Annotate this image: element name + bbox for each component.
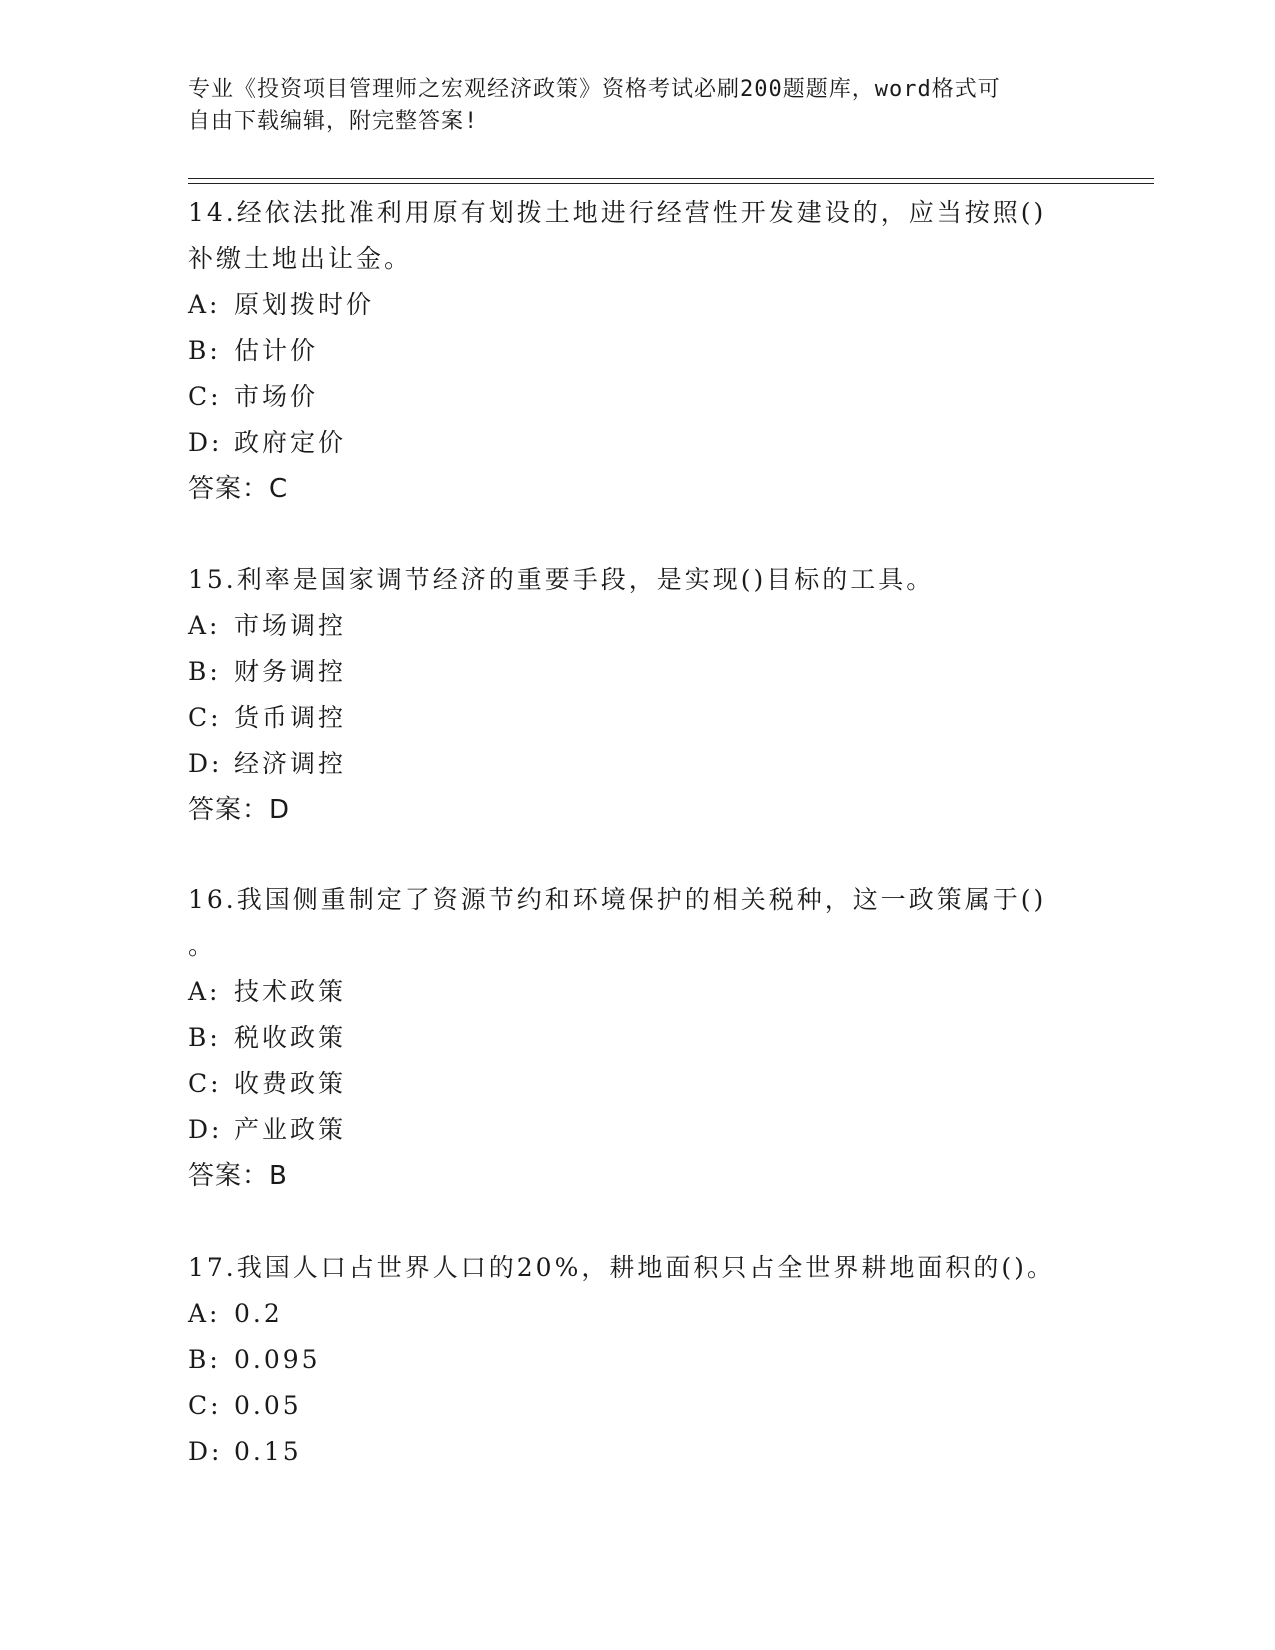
option-b	[188, 328, 1068, 374]
option-text: 市场调控	[234, 611, 347, 640]
option-text: 0.095	[234, 1345, 321, 1374]
option-text: 收费政策	[234, 1069, 347, 1098]
option-text: 0.15	[234, 1437, 302, 1466]
answer-line: 答案：C	[188, 474, 289, 504]
option-text: 估计价	[234, 336, 319, 365]
question-stem: 15.利率是国家调节经济的重要手段，是实现()目标的工具。	[188, 565, 935, 594]
answer-line: 答案：D	[188, 795, 291, 825]
option-text: 0.2	[234, 1299, 283, 1328]
option-a	[188, 603, 1068, 649]
option-text: 原划拨时价	[234, 290, 375, 319]
option-text: 经济调控	[234, 749, 347, 778]
option-text: 0.05	[234, 1391, 302, 1420]
option-c	[188, 374, 1068, 420]
header-divider-top	[188, 178, 1154, 179]
option-d	[188, 420, 1068, 466]
option-letter: B:	[188, 336, 221, 365]
option-d	[188, 1429, 1068, 1475]
header-line-2: 自由下载编辑，附完整答案!	[188, 109, 479, 134]
option-letter: C:	[188, 703, 222, 732]
option-letter: C:	[188, 382, 222, 411]
option-a	[188, 282, 1068, 328]
option-letter: B:	[188, 1345, 221, 1374]
option-letter: D:	[188, 428, 223, 457]
option-text: 产业政策	[234, 1115, 347, 1144]
option-text: 财务调控	[234, 657, 347, 686]
question-16	[188, 877, 1068, 1199]
option-a	[188, 1291, 1068, 1337]
option-letter: C:	[188, 1391, 222, 1420]
option-letter: A:	[188, 1299, 221, 1328]
option-b	[188, 1337, 1068, 1383]
question-stem: 17.我国人口占世界人口的20%，耕地面积只占全世界耕地面积的()。	[188, 1253, 1055, 1282]
option-b	[188, 649, 1068, 695]
option-letter: C:	[188, 1069, 222, 1098]
question-17	[188, 1245, 1068, 1475]
option-d	[188, 741, 1068, 787]
option-letter: A:	[188, 977, 221, 1006]
option-letter: D:	[188, 1115, 223, 1144]
option-text: 税收政策	[234, 1023, 347, 1052]
option-a	[188, 969, 1068, 1015]
answer-line: 答案：B	[188, 1161, 288, 1191]
option-c	[188, 695, 1068, 741]
question-stem: 16.我国侧重制定了资源节约和环境保护的相关税种，这一政策属于()	[188, 885, 1047, 914]
header-divider-bottom	[188, 183, 1154, 184]
question-14	[188, 190, 1068, 512]
option-letter: B:	[188, 657, 221, 686]
option-text: 市场价	[234, 382, 319, 411]
question-stem: 14.经依法批准利用原有划拨土地进行经营性开发建设的，应当按照()	[188, 198, 1047, 227]
option-letter: A:	[188, 290, 221, 319]
option-letter: D:	[188, 1437, 223, 1466]
question-15	[188, 557, 1068, 833]
option-text: 政府定价	[234, 428, 347, 457]
option-letter: D:	[188, 749, 223, 778]
header-line-1: 专业《投资项目管理师之宏观经济政策》资格考试必刷200题题库，word格式可	[188, 77, 1001, 102]
option-letter: A:	[188, 611, 221, 640]
option-text: 货币调控	[234, 703, 347, 732]
option-b	[188, 1015, 1068, 1061]
question-stem-continued: 。	[188, 931, 217, 960]
document-header	[188, 74, 1068, 138]
option-c	[188, 1061, 1068, 1107]
option-c	[188, 1383, 1068, 1429]
question-stem-continued: 补缴土地出让金。	[188, 244, 413, 273]
option-text: 技术政策	[234, 977, 347, 1006]
option-d	[188, 1107, 1068, 1153]
option-letter: B:	[188, 1023, 221, 1052]
